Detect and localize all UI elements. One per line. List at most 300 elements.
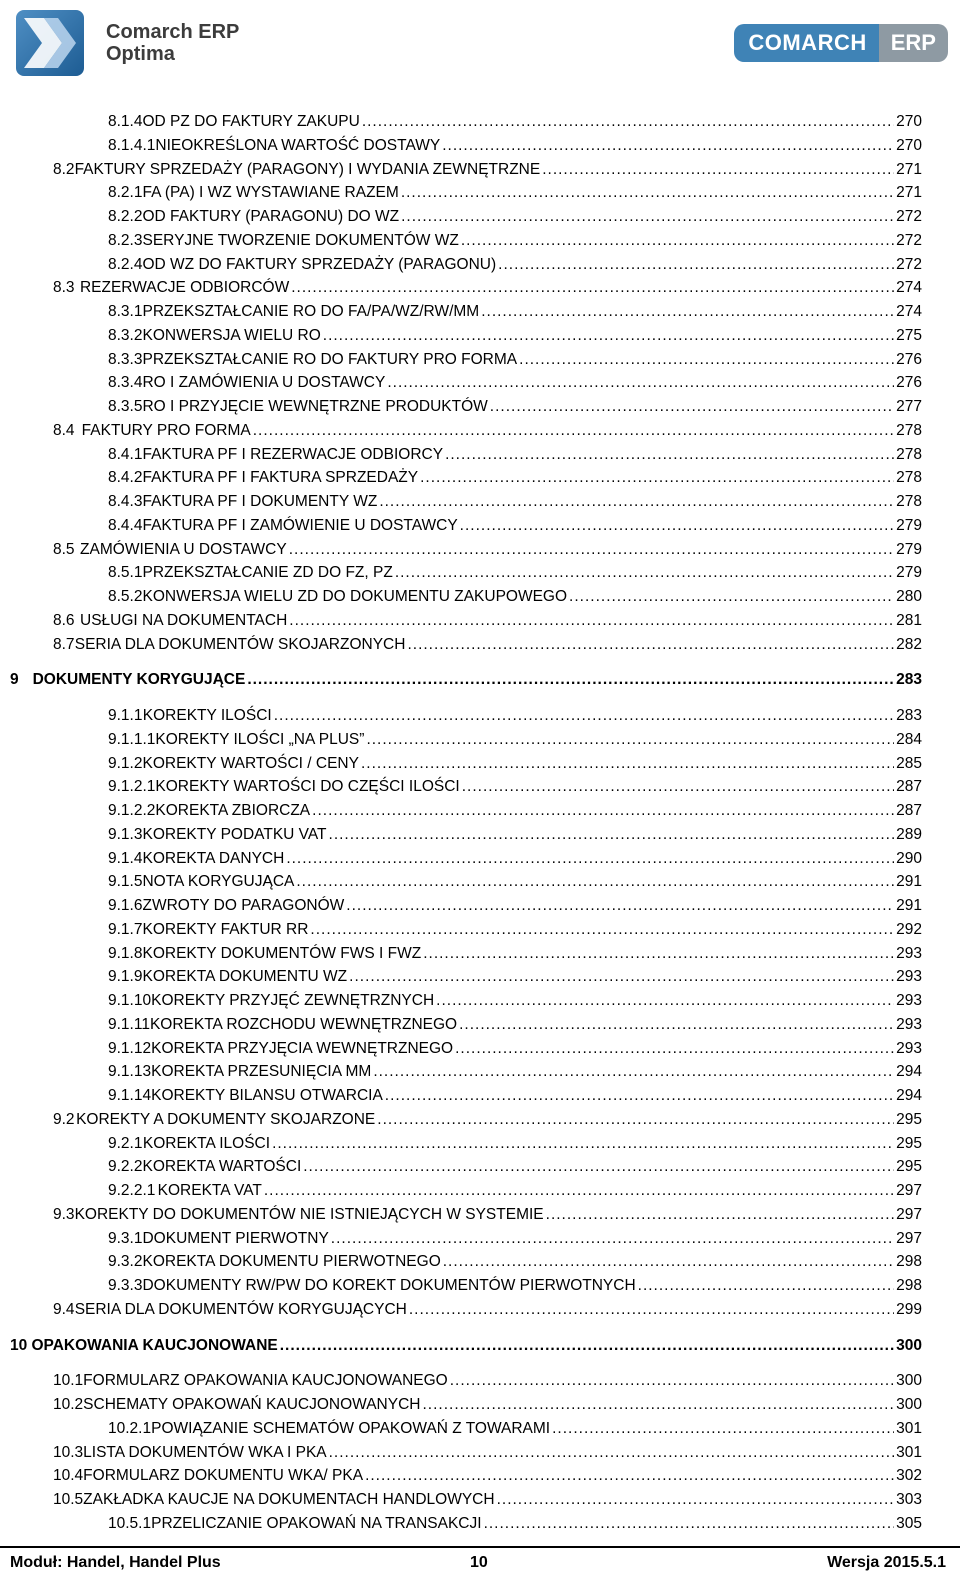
toc-entry[interactable] — [53, 612, 922, 634]
toc-dot-leader — [436, 992, 894, 1010]
toc-dot-leader — [443, 1253, 894, 1271]
toc-dot-leader — [291, 279, 894, 297]
toc-entry-page: 303 — [896, 1491, 922, 1508]
toc-entry[interactable] — [108, 1253, 922, 1275]
toc-entry-page: 305 — [896, 1514, 922, 1532]
toc-dot-leader — [303, 1158, 894, 1176]
toc-dot-leader — [289, 541, 894, 559]
toc-entry-title: KONWERSJA WIELU ZD DO DOKUMENTU ZAKUPOWEGO — [142, 588, 568, 605]
toc-entry[interactable] — [108, 446, 922, 468]
toc-entry[interactable] — [108, 778, 922, 800]
toc-entry-page: 293 — [896, 1015, 922, 1033]
toc-entry-page: 283 — [896, 671, 922, 689]
toc-entry-title: SERYJNE TWORZENIE DOKUMENTÓW WZ — [142, 231, 459, 249]
toc-entry-number: 9 — [10, 671, 19, 689]
toc-entry-title: KOREKTY WARTOŚCI DO CZĘŚCI ILOŚCI — [155, 778, 460, 796]
toc-entry[interactable] — [108, 517, 922, 539]
toc-entry-number: 9.1.7 — [108, 920, 143, 938]
toc-dot-leader — [366, 731, 894, 749]
toc-dot-leader — [498, 256, 894, 274]
toc-entry-page: 281 — [896, 611, 922, 629]
toc-entry-title: KOREKTA WARTOŚCI — [142, 1158, 302, 1176]
toc-entry-title: KOREKTY ILOŚCI „NA PLUS” — [155, 730, 365, 748]
toc-entry[interactable] — [53, 1301, 922, 1323]
toc-dot-leader — [422, 1396, 894, 1414]
toc-dot-leader — [286, 850, 894, 868]
toc-entry[interactable] — [53, 279, 922, 301]
toc-entry-number: 9.1.1 — [108, 707, 143, 724]
toc-entry-number: 9.1.2.2 — [108, 802, 156, 819]
toc-entry-page: 289 — [896, 825, 922, 843]
toc-entry-number: 9.2.2.1 — [108, 1182, 156, 1199]
toc-entry-title: SCHEMATY OPAKOWAŃ KAUCJONOWANYCH — [83, 1396, 421, 1413]
toc-entry-title: REZERWACJE ODBIORCÓW — [79, 279, 290, 297]
toc-entry-number: 8.2.4 — [108, 255, 143, 273]
toc-entry-number: 10 — [10, 1336, 28, 1354]
toc-dot-leader — [420, 469, 894, 487]
toc-entry-title: DOKUMENTY KORYGUJĄCE — [32, 671, 246, 689]
toc-entry-title: KOREKTY ILOŚCI — [142, 707, 272, 724]
toc-entry[interactable] — [108, 1420, 922, 1442]
toc-entry[interactable] — [53, 1444, 922, 1466]
toc-entry-title: FORMULARZ DOKUMENTU WKA/ PKA — [83, 1467, 364, 1485]
toc-entry-number: 8.6 — [53, 611, 75, 629]
toc-dot-leader — [272, 1135, 894, 1153]
toc-entry-page: 272 — [896, 231, 922, 249]
toc-entry-number: 8.3.4 — [108, 374, 143, 392]
toc-entry-title: KOREKTA VAT — [157, 1182, 262, 1199]
comarch-erp-logo — [734, 24, 948, 62]
toc-entry-number: 10.1 — [53, 1372, 84, 1390]
toc-entry[interactable] — [108, 1277, 922, 1299]
toc-entry[interactable] — [53, 1491, 922, 1513]
toc-entry-page: 270 — [896, 136, 922, 154]
toc-entry-title: FA (PA) I WZ WYSTAWIANE RAZEM — [142, 184, 399, 202]
toc-entry-page: 276 — [896, 374, 922, 392]
toc-dot-leader — [323, 327, 894, 345]
toc-entry[interactable] — [108, 1182, 922, 1204]
toc-entry[interactable] — [108, 850, 922, 872]
toc-dot-leader — [401, 208, 894, 226]
toc-entry-title: USŁUGI NA DOKUMENTACH — [80, 611, 288, 629]
toc-entry-number: 10.2 — [53, 1396, 84, 1413]
page-header — [0, 0, 960, 100]
toc-dot-leader — [253, 422, 894, 440]
toc-entry-number: 8.4.1 — [108, 445, 143, 463]
toc-entry-number: 10.5.1 — [108, 1514, 152, 1532]
toc-entry-title: KOREKTY DO DOKUMENTÓW NIE ISTNIEJĄCYCH W SYSTEMIE — [74, 1205, 544, 1223]
toc-dot-leader — [461, 232, 894, 250]
toc-entry-title: KOREKTY FAKTUR RR — [142, 920, 309, 938]
toc-entry[interactable] — [108, 256, 922, 278]
toc-dot-leader — [484, 1515, 895, 1533]
toc-dot-leader — [387, 374, 894, 392]
toc-entry-title: ZAMÓWIENIA U DOSTAWCY — [80, 540, 287, 558]
toc-entry-title: KOREKTY PODATKU VAT — [142, 825, 327, 843]
toc-dot-leader — [460, 517, 894, 535]
toc-entry-number: 8.2.2 — [108, 208, 143, 225]
toc-entry-page: 297 — [896, 1182, 922, 1199]
toc-entry-page: 294 — [896, 1063, 922, 1081]
toc-entry-number: 9.2.2 — [108, 1158, 143, 1176]
toc-entry-number: 9.4 — [53, 1300, 75, 1318]
toc-entry-title: KOREKTY PRZYJĘĆ ZEWNĘTRZNYCH — [151, 992, 435, 1009]
toc-entry-title: OPAKOWANIA KAUCJONOWANE — [31, 1336, 278, 1354]
toc-entry[interactable] — [108, 208, 922, 230]
toc-entry-page: 278 — [896, 421, 922, 439]
toc-entry-page: 279 — [896, 540, 922, 558]
toc-entry[interactable] — [108, 374, 922, 396]
toc-dot-leader — [365, 1467, 894, 1485]
toc-entry-page: 285 — [896, 754, 922, 772]
toc-dot-leader — [442, 137, 894, 155]
toc-entry-number: 9.2 — [53, 1110, 75, 1128]
toc-dot-leader — [519, 351, 894, 369]
footer-module: Moduł: Handel, Handel Plus — [10, 1554, 221, 1571]
toc-entry-page: 274 — [896, 279, 922, 297]
toc-entry-title: POWIĄZANIE SCHEMATÓW OPAKOWAŃ Z TOWARAMI — [151, 1419, 551, 1437]
toc-entry[interactable] — [53, 1111, 922, 1133]
toc-entry-title: PRZEKSZTAŁCANIE ZD DO FZ, PZ — [142, 564, 393, 582]
toc-dot-leader — [310, 921, 894, 939]
toc-entry-title: KOREKTA ZBIORCZA — [155, 802, 311, 819]
toc-entry-title: KOREKTA ILOŚCI — [142, 1134, 271, 1152]
toc-entry-number: 8.4.4 — [108, 516, 143, 534]
toc-dot-leader — [455, 1040, 894, 1058]
toc-entry-title: OD WZ DO FAKTURY SPRZEDAŻY (PARAGONU) — [142, 255, 497, 273]
optima-logo-icon — [14, 8, 86, 78]
toc-entry-page: 271 — [896, 160, 922, 178]
toc-entry-page: 295 — [896, 1110, 922, 1128]
toc-entry[interactable] — [108, 1016, 922, 1038]
toc-entry-page: 271 — [896, 184, 922, 202]
toc-entry-page: 276 — [896, 350, 922, 368]
toc-entry-number: 8.4 — [53, 421, 75, 439]
toc-entry-page: 302 — [896, 1467, 922, 1485]
toc-entry[interactable] — [108, 1087, 922, 1109]
toc-entry-page: 272 — [896, 255, 922, 273]
toc-dot-leader — [373, 1063, 894, 1081]
toc-entry-number: 9.1.13 — [108, 1063, 152, 1081]
toc-entry-number: 8.3.2 — [108, 326, 143, 344]
toc-entry-title: KOREKTY BILANSU OTWARCIA — [151, 1087, 383, 1104]
toc-entry-title: PRZEKSZTAŁCANIE RO DO FA/PA/WZ/RW/MM — [142, 303, 480, 320]
toc-entry-page: 284 — [896, 730, 922, 748]
toc-dot-leader — [379, 493, 894, 511]
toc-entry-page: 282 — [896, 635, 922, 653]
toc-entry-title: OD PZ DO FAKTURY ZAKUPU — [142, 113, 360, 130]
toc-entry-number: 8.2.1 — [108, 184, 143, 202]
toc-entry-number: 8.5 — [53, 540, 75, 558]
toc-dot-leader — [423, 945, 894, 963]
toc-dot-leader — [407, 636, 894, 654]
toc-entry-page: 293 — [896, 944, 922, 962]
toc-dot-leader — [377, 1111, 894, 1129]
toc-entry-number: 8.1.4 — [108, 113, 143, 130]
toc-entry-number: 9.1.5 — [108, 873, 143, 891]
footer-page-number: 10 — [470, 1554, 488, 1571]
toc-entry-title: DOKUMENTY RW/PW DO KOREKT DOKUMENTÓW PIERWOTNYCH — [142, 1277, 636, 1294]
toc-entry[interactable] — [108, 921, 922, 943]
toc-entry-number: 9.1.9 — [108, 968, 143, 986]
toc-entry-page: 297 — [896, 1229, 922, 1247]
toc-entry[interactable] — [108, 493, 922, 515]
toc-entry-title: FAKTURA PF I DOKUMENTY WZ — [142, 493, 378, 510]
toc-entry[interactable] — [108, 398, 922, 420]
toc-entry[interactable] — [53, 422, 922, 444]
toc-dot-leader — [569, 588, 894, 606]
toc-entry-title: SERIA DLA DOKUMENTÓW SKOJARZONYCH — [74, 635, 406, 653]
toc-entry-title: KONWERSJA WIELU RO — [142, 326, 321, 344]
toc-dot-leader — [409, 1301, 894, 1319]
toc-dot-leader — [349, 968, 894, 986]
toc-entry-title: FAKTURA PF I FAKTURA SPRZEDAŻY — [142, 469, 419, 487]
toc-entry[interactable] — [108, 992, 922, 1014]
toc-entry-title: KOREKTY DOKUMENTÓW FWS I FWZ — [142, 944, 422, 962]
toc-entry-number: 8.1.4.1 — [108, 136, 156, 154]
product-name-line1: Comarch ERP — [106, 21, 240, 43]
toc-entry-number: 9.1.14 — [108, 1087, 152, 1104]
toc-entry[interactable] — [108, 588, 922, 610]
toc-entry[interactable] — [108, 1230, 922, 1252]
toc-entry-title: FAKTURA PF I ZAMÓWIENIE U DOSTAWCY — [142, 516, 458, 534]
toc-entry[interactable] — [53, 1206, 922, 1228]
toc-entry[interactable] — [108, 945, 922, 967]
toc-entry[interactable] — [108, 755, 922, 777]
toc-entry-page: 298 — [896, 1253, 922, 1271]
toc-entry-title: PRZELICZANIE OPAKOWAŃ NA TRANSAKCJI — [151, 1514, 482, 1532]
toc-entry[interactable] — [108, 707, 922, 729]
product-name — [106, 21, 239, 65]
toc-entry[interactable] — [53, 161, 922, 183]
toc-entry-number: 9.3.1 — [108, 1229, 143, 1247]
toc-entry-page: 298 — [896, 1277, 922, 1294]
toc-entry[interactable] — [108, 469, 922, 491]
toc-entry-page: 275 — [896, 326, 922, 344]
toc-entry-number: 9.1.12 — [108, 1039, 152, 1057]
footer-version: Wersja 2015.5.1 — [827, 1554, 946, 1571]
toc-entry[interactable] — [53, 541, 922, 563]
toc-entry-page: 295 — [896, 1134, 922, 1152]
toc-dot-leader — [546, 1206, 894, 1224]
toc-dot-leader — [274, 707, 894, 725]
toc-entry-title: SERIA DLA DOKUMENTÓW KORYGUJĄCYCH — [74, 1300, 407, 1318]
toc-entry-page: 301 — [896, 1419, 922, 1437]
toc-entry-number: 10.4 — [53, 1467, 84, 1485]
toc-entry-page: 293 — [896, 1039, 922, 1057]
toc-dot-leader — [362, 113, 894, 131]
toc-dot-leader — [445, 446, 894, 464]
toc-entry[interactable] — [108, 113, 922, 135]
toc-entry[interactable] — [108, 1158, 922, 1180]
toc-entry-page: 277 — [896, 398, 922, 415]
toc-dot-leader — [329, 826, 895, 844]
toc-entry-number: 9.2.1 — [108, 1134, 143, 1152]
toc-entry-page: 283 — [896, 707, 922, 724]
toc-entry-number: 9.3.2 — [108, 1253, 143, 1271]
toc-entry[interactable] — [108, 897, 922, 919]
toc-entry-title: FORMULARZ OPAKOWANIA KAUCJONOWANEGO — [83, 1372, 448, 1390]
toc-entry-page: 301 — [896, 1443, 922, 1461]
toc-entry-number: 8.3.3 — [108, 350, 143, 368]
toc-entry-number: 9.1.8 — [108, 944, 143, 962]
toc-entry-page: 272 — [896, 208, 922, 225]
toc-dot-leader — [490, 398, 894, 416]
toc-entry-number: 9.1.6 — [108, 897, 143, 914]
toc-dot-leader — [346, 897, 894, 915]
toc-dot-leader — [462, 778, 894, 796]
product-name-line2: Optima — [106, 43, 175, 65]
toc-entry-title: KOREKTA PRZESUNIĘCIA MM — [151, 1063, 372, 1081]
toc-dot-leader — [638, 1277, 894, 1295]
toc-entry[interactable] — [108, 184, 922, 206]
toc-entry-title: OD FAKTURY (PARAGONU) DO WZ — [142, 208, 400, 225]
toc-entry-title: ZAKŁADKA KAUCJE NA DOKUMENTACH HANDLOWYCH — [83, 1491, 495, 1508]
toc-chapter-entry[interactable] — [10, 671, 922, 693]
toc-entry[interactable] — [108, 1135, 922, 1157]
toc-entry[interactable] — [108, 731, 922, 753]
toc-entry[interactable] — [108, 1063, 922, 1085]
toc-entry-number: 9.1.3 — [108, 825, 143, 843]
toc-dot-leader — [331, 1230, 894, 1248]
toc-entry[interactable] — [108, 802, 922, 824]
toc-entry-page: 293 — [896, 992, 922, 1009]
toc-entry[interactable] — [108, 327, 922, 349]
toc-entry-number: 9.1.10 — [108, 992, 152, 1009]
toc-dot-leader — [395, 564, 894, 582]
toc-entry[interactable] — [108, 137, 922, 159]
toc-entry-page: 299 — [896, 1300, 922, 1318]
toc-entry-title: RO I PRZYJĘCIE WEWNĘTRZNE PRODUKTÓW — [142, 398, 488, 415]
toc-dot-leader — [552, 1420, 894, 1438]
toc-entry[interactable] — [108, 564, 922, 586]
toc-entry-title: KOREKTA DOKUMENTU PIERWOTNEGO — [142, 1253, 441, 1271]
toc-entry-number: 8.3 — [53, 279, 75, 297]
toc-dot-leader — [459, 1016, 894, 1034]
comarch-optima-logo — [14, 8, 239, 78]
toc-entry-page: 300 — [896, 1372, 922, 1390]
toc-entry[interactable] — [108, 303, 922, 325]
toc-entry-page: 290 — [896, 849, 922, 867]
toc-entry[interactable] — [108, 873, 922, 895]
toc-entry-title: KOREKTY A DOKUMENTY SKOJARZONE — [76, 1110, 376, 1128]
toc-entry-page: 279 — [896, 564, 922, 582]
toc-entry-title: DOKUMENT PIERWOTNY — [142, 1229, 329, 1247]
toc-entry-page: 278 — [896, 493, 922, 510]
footer-divider — [0, 1546, 960, 1548]
toc-entry-number: 10.2.1 — [108, 1419, 152, 1437]
toc-entry-number: 8.5.1 — [108, 564, 143, 582]
toc-entry-page: 300 — [896, 1396, 922, 1413]
toc-entry-title: LISTA DOKUMENTÓW WKA I PKA — [83, 1443, 327, 1461]
toc-entry[interactable] — [53, 1372, 922, 1394]
toc-dot-leader — [264, 1182, 894, 1200]
toc-entry[interactable] — [53, 1467, 922, 1489]
toc-entry-title: KOREKTA PRZYJĘCIA WEWNĘTRZNEGO — [151, 1039, 454, 1057]
toc-entry-page: 270 — [896, 113, 922, 130]
toc-entry-number: 10.5 — [53, 1491, 84, 1508]
toc-entry-page: 291 — [896, 873, 922, 891]
toc-entry[interactable] — [108, 826, 922, 848]
toc-entry-page: 291 — [896, 897, 922, 914]
toc-entry-number: 9.3.3 — [108, 1277, 143, 1294]
toc-entry[interactable] — [108, 351, 922, 373]
toc-dot-leader — [312, 802, 894, 820]
brand-name: COMARCH — [734, 24, 878, 62]
toc-entry-title: NIEOKREŚLONA WARTOŚĆ DOSTAWY — [155, 136, 441, 154]
toc-entry[interactable] — [53, 1396, 922, 1418]
toc-entry-page: 294 — [896, 1087, 922, 1104]
page-footer — [0, 1546, 960, 1583]
toc-entry-number: 9.1.2 — [108, 754, 143, 772]
toc-entry-page: 274 — [896, 303, 922, 320]
toc-entry-number: 9.1.4 — [108, 849, 143, 867]
toc-entry-title: KOREKTY WARTOŚCI / CENY — [142, 754, 359, 772]
toc-entry-number: 8.3.1 — [108, 303, 143, 320]
toc-entry-page: 300 — [896, 1336, 922, 1354]
toc-entry-number: 8.5.2 — [108, 588, 143, 605]
toc-entry[interactable] — [108, 1515, 922, 1537]
toc-dot-leader — [280, 1337, 894, 1355]
toc-dot-leader — [450, 1372, 894, 1390]
toc-entry[interactable] — [53, 636, 922, 658]
toc-entry-page: 287 — [896, 802, 922, 819]
toc-entry-title: FAKTURY SPRZEDAŻY (PARAGONY) I WYDANIA ZEWNĘTRZNE — [74, 160, 541, 178]
toc-entry-title: KOREKTA DANYCH — [142, 849, 285, 867]
toc-entry-page: 278 — [896, 445, 922, 463]
toc-entry-number: 8.3.5 — [108, 398, 143, 415]
toc-entry-number: 8.2.3 — [108, 231, 143, 249]
toc-dot-leader — [296, 873, 894, 891]
toc-entry-number: 8.4.2 — [108, 469, 143, 487]
toc-entry-title: FAKTURY PRO FORMA — [81, 421, 251, 439]
toc-entry-page: 279 — [896, 516, 922, 534]
toc-entry-page: 280 — [896, 588, 922, 605]
toc-entry-page: 297 — [896, 1205, 922, 1223]
toc-entry[interactable] — [108, 968, 922, 990]
toc-entry-page: 287 — [896, 778, 922, 796]
toc-entry-number: 8.4.3 — [108, 493, 143, 510]
toc-entry-number: 8.2 — [53, 160, 75, 178]
toc-entry-number: 9.3 — [53, 1205, 75, 1223]
toc-dot-leader — [481, 303, 894, 321]
toc-chapter-entry[interactable] — [10, 1337, 922, 1359]
toc-entry-page: 292 — [896, 920, 922, 938]
toc-dot-leader — [289, 612, 894, 630]
toc-entry-page: 278 — [896, 469, 922, 487]
toc-dot-leader — [401, 184, 894, 202]
toc-entry[interactable] — [108, 1040, 922, 1062]
toc-entry-title: KOREKTA ROZCHODU WEWNĘTRZNEGO — [149, 1015, 458, 1033]
brand-suffix: ERP — [879, 24, 948, 62]
toc-entry-number: 9.1.11 — [108, 1015, 150, 1033]
toc-entry-title: NOTA KORYGUJĄCA — [142, 873, 295, 891]
toc-entry-number: 9.1.1.1 — [108, 730, 156, 748]
toc-entry-page: 295 — [896, 1158, 922, 1176]
toc-entry-number: 9.1.2.1 — [108, 778, 156, 796]
toc-dot-leader — [542, 161, 894, 179]
toc-dot-leader — [497, 1491, 895, 1509]
toc-dot-leader — [385, 1087, 894, 1105]
toc-entry-title: KOREKTA DOKUMENTU WZ — [142, 968, 348, 986]
toc-dot-leader — [247, 671, 894, 689]
toc-dot-leader — [361, 755, 894, 773]
toc-entry[interactable] — [108, 232, 922, 254]
toc-entry-title: PRZEKSZTAŁCANIE RO DO FAKTURY PRO FORMA — [142, 350, 518, 368]
toc-entry-title: ZWROTY DO PARAGONÓW — [142, 897, 345, 914]
toc-entry-page: 293 — [896, 968, 922, 986]
toc-entry-title: RO I ZAMÓWIENIA U DOSTAWCY — [142, 374, 386, 392]
